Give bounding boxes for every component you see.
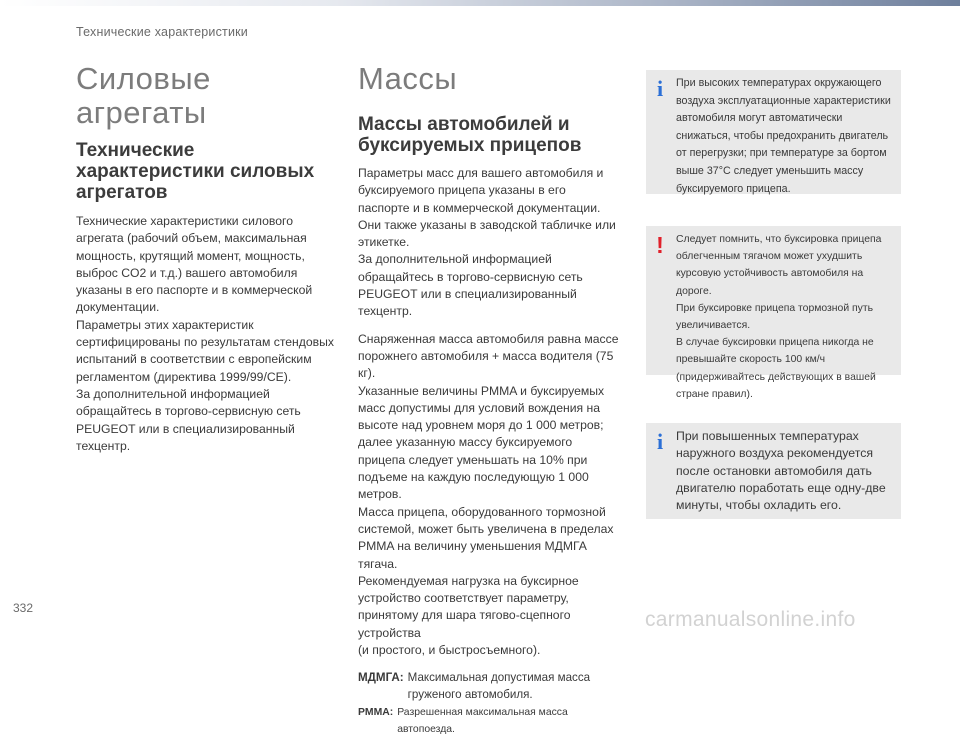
masses-details-text: Снаряженная масса автомобиля равна массе порожнего автомобиля + масса водителя (75 кг). Указанные величины PMMA и буксируемых масс допустимы для условий вождения на высоте над уровнем моря до 1 000 метров; далее указанную массу буксируемого прицепа следует уменьшать на 10% при подъеме на каждую последующую 1 000 метров. Масса прицепа, оборудованного тормозной системой, может быть увеличена в пределах PMMA на величину уменьшения МДМГА тягача. Рекомендуемая нагрузка на буксирное устройство соответствует параметру, принятому для шара тягово-сцепного устройства (и простого, и быстросъемного). xyxy=(358,331,619,658)
running-header: Технические характеристики xyxy=(76,25,248,39)
definition-text: Максимальная допустимая масса груженого автомобиля. xyxy=(407,671,591,702)
section-title-engines: Силовые агрегаты xyxy=(76,61,211,130)
warning-box-text: Следует помнить, что буксировка прицепа облегченным тягачом может ухудшить курсовую устойчивость автомобиля на дороге. При буксировке прицепа тормозной путь увеличивается. В случае буксировки прицепа никогда не превышайте скорость 100 км/ч (придерживайтесь действующих в вашей стране правил). xyxy=(676,234,882,400)
warning-icon: ! xyxy=(656,232,664,258)
definition-pmma xyxy=(358,704,620,738)
subtitle-vehicle-masses: Массы автомобилей и буксируемых прицепов xyxy=(358,114,582,156)
definition-term: PMMA: xyxy=(358,707,394,719)
info-box-text: При высоких температурах окружающего воздуха эксплуатационные характеристики автомобиля могут автоматически снижаться, чтобы предохранить двигатель от перегрузки; при температуре за бортом выше 37°C следует уменьшить массу буксируемого прицепа. xyxy=(676,77,891,195)
top-gradient-bar xyxy=(0,0,960,6)
info-icon: i xyxy=(656,429,664,454)
left-column xyxy=(76,62,338,455)
subtitle-engine-specs: Технические характеристики силовых агрегатов xyxy=(76,140,315,203)
engine-specs-text: Технические характеристики силового агрегата (рабочий объем, максимальная мощность, крутящий момент, мощность, выброс CO2 и т.д.) вашего автомобиля указаны в его паспорте и в коммерческой документации. Параметры этих характеристик сертифицированы по результатам стендовых испытаний в соответствии с европейским регламентом (директива 1999/99/CE). За дополнительной информацией обращайтесь в торгово-сервисную сеть PEUGEOT или в специализированный техцентр. xyxy=(76,214,334,453)
definition-term: МДМГА: xyxy=(358,671,404,685)
page-number: 332 xyxy=(13,601,34,615)
info-icon: i xyxy=(656,76,664,101)
definition-text: Разрешенная максимальная масса автопоезда. xyxy=(397,707,568,736)
info-box-engine-cooling xyxy=(646,423,901,519)
info-box-high-temperature xyxy=(646,70,901,194)
warning-box-towing xyxy=(646,226,901,400)
middle-column xyxy=(358,62,620,738)
abbreviation-definitions xyxy=(358,669,620,738)
section-title-masses: Массы xyxy=(358,61,458,96)
definition-mdmga xyxy=(358,669,620,703)
masses-intro-text: Параметры масс для вашего автомобиля и буксируемого прицепа указаны в его паспорте и в коммерческой документации. Они также указаны в заводской табличке или этикетке. За дополнительной информацией обращайтесь в торгово-сервисную сеть PEUGEOT или в специализированный техцентр. xyxy=(358,166,616,319)
watermark: carmanualsonline.info xyxy=(645,608,856,631)
info-box-text: При повышенных температурах наружного воздуха рекомендуется после остановки автомобиля дать двигателю поработать еще одну-две минуты, чтобы охладить его. xyxy=(676,429,886,513)
